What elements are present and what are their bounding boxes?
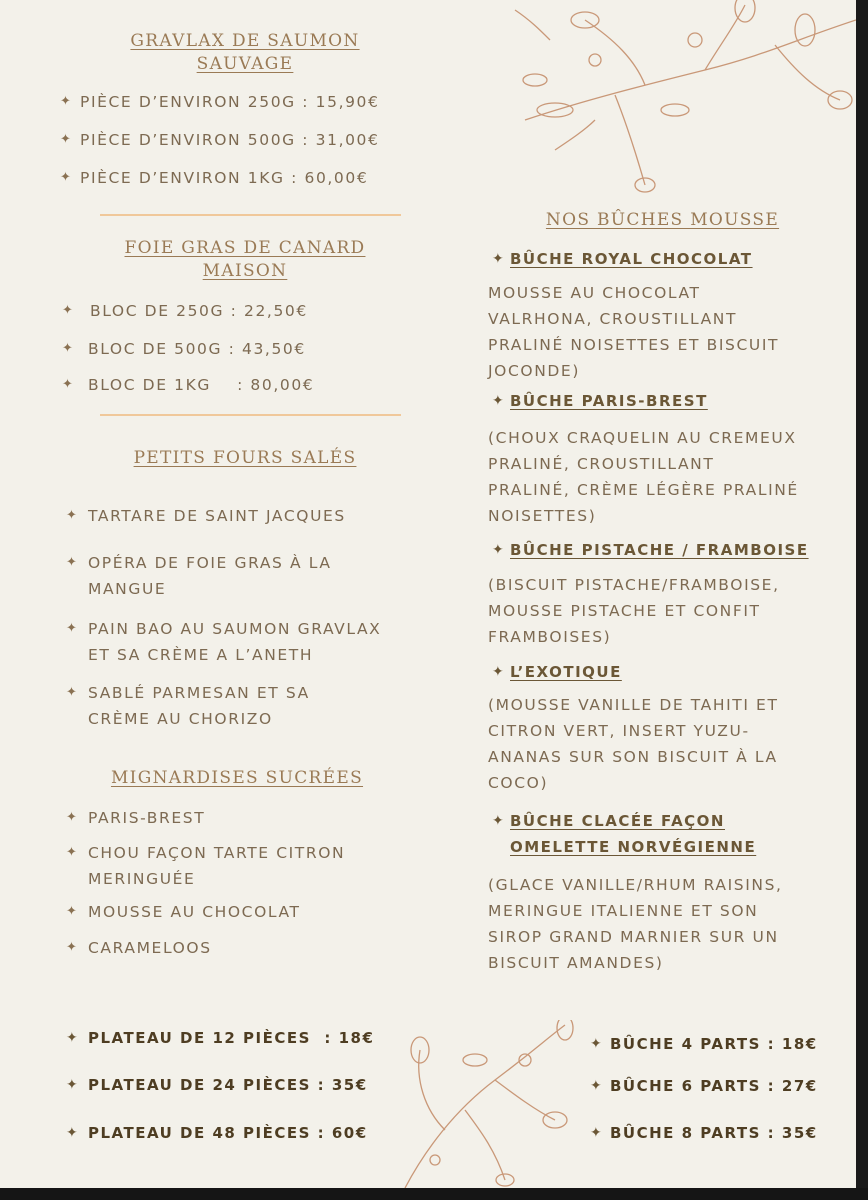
plateau-price: PLATEAU DE 24 PIÈCES : 35€ (88, 1076, 368, 1094)
buche-desc-line: JOCONDE) (488, 362, 580, 380)
buche-name: BÛCHE PISTACHE / FRAMBOISE (510, 541, 809, 559)
page-edge-bottom (0, 1188, 868, 1200)
buche-desc-line: (GLACE VANILLE/RHUM RAISINS, (488, 876, 783, 894)
buche-desc-line: (CHOUX CRAQUELIN AU CREMEUX (488, 429, 797, 447)
separator (100, 414, 401, 416)
list-item: BLOC DE 500G : 43,50€ (88, 340, 306, 358)
floral-branch-icon (495, 0, 856, 200)
buche-desc-line: MERINGUE ITALIENNE ET SON (488, 902, 759, 920)
list-item: BLOC DE 1KG : 80,00€ (88, 376, 315, 394)
buche-desc-line: ANANAS SUR SON BISCUIT À LA (488, 748, 778, 766)
bullet-icon: ✦ (60, 132, 71, 147)
buche-desc-line: NOISETTES) (488, 507, 597, 525)
buche-desc-line: PRALINÉ NOISETTES ET BISCUIT (488, 336, 780, 354)
bullet-icon: ✦ (66, 904, 77, 919)
list-item: PIÈCE D’ENVIRON 1KG : 60,00€ (80, 169, 369, 187)
page-edge-right (856, 0, 868, 1200)
bullet-icon: ✦ (66, 555, 77, 570)
list-item: PIÈCE D’ENVIRON 500G : 31,00€ (80, 131, 380, 149)
buche-desc-line: VALRHONA, CROUSTILLANT (488, 310, 738, 328)
separator (100, 214, 401, 216)
bullet-icon: ✦ (66, 845, 77, 860)
bullet-icon: ✦ (66, 1125, 78, 1141)
buche-desc-line: PRALINÉ, CRÈME LÉGÈRE PRALINÉ (488, 481, 799, 499)
bullet-icon: ✦ (66, 621, 77, 636)
list-item: CARAMELOOS (88, 939, 212, 957)
buche-name: BÛCHE CLACÉE FAÇON (510, 812, 725, 830)
buche-desc-line: BISCUIT AMANDES) (488, 954, 664, 972)
bullet-icon: ✦ (66, 810, 77, 825)
bullet-icon: ✦ (492, 813, 504, 829)
buche-name-line2: OMELETTE NORVÉGIENNE (510, 838, 757, 856)
buche-name: BÛCHE PARIS-BREST (510, 392, 708, 410)
plateau-price: PLATEAU DE 12 PIÈCES : 18€ (88, 1029, 375, 1047)
buche-size-price: BÛCHE 8 PARTS : 35€ (610, 1124, 818, 1142)
buche-size-price: BÛCHE 4 PARTS : 18€ (610, 1035, 818, 1053)
bullet-icon: ✦ (492, 664, 504, 680)
bullet-icon: ✦ (66, 1077, 78, 1093)
bullet-icon: ✦ (62, 341, 73, 356)
buche-name: BÛCHE ROYAL CHOCOLAT (510, 250, 753, 268)
bullet-icon: ✦ (66, 940, 77, 955)
buche-desc-line: (MOUSSE VANILLE DE TAHITI ET (488, 696, 779, 714)
bullet-icon: ✦ (590, 1078, 602, 1094)
plateau-price: PLATEAU DE 48 PIÈCES : 60€ (88, 1124, 368, 1142)
section-title-mignardises: MIGNARDISES SUCRÉES (110, 768, 364, 788)
bullet-icon: ✦ (590, 1036, 602, 1052)
bullet-icon: ✦ (60, 94, 71, 109)
buche-name: L’EXOTIQUE (510, 663, 622, 681)
buche-desc-line: PRALINÉ, CROUSTILLANT (488, 455, 715, 473)
buche-desc-line: MOUSSE PISTACHE ET CONFIT (488, 602, 761, 620)
list-item: OPÉRA DE FOIE GRAS À LA (88, 554, 332, 572)
floral-branch-icon (385, 1020, 575, 1188)
buche-desc-line: MOUSSE AU CHOCOLAT (488, 284, 701, 302)
list-item: CHOU FAÇON TARTE CITRON (88, 844, 346, 862)
bullet-icon: ✦ (60, 170, 71, 185)
list-item-line2: CRÈME AU CHORIZO (88, 710, 273, 728)
list-item: PAIN BAO AU SAUMON GRAVLAX (88, 620, 382, 638)
section-title-gravlax: GRAVLAX DE SAUMON SAUVAGE (130, 31, 360, 74)
section-title-buches: NOS BÛCHES MOUSSE (545, 210, 780, 230)
bullet-icon: ✦ (66, 1030, 78, 1046)
bullet-icon: ✦ (492, 393, 504, 409)
list-item: BLOC DE 250G : 22,50€ (90, 302, 308, 320)
section-title-foie-gras: FOIE GRAS DE CANARD MAISON (124, 238, 366, 281)
list-item: PIÈCE D’ENVIRON 250G : 15,90€ (80, 93, 380, 111)
bullet-icon: ✦ (66, 685, 77, 700)
buche-desc-line: FRAMBOISES) (488, 628, 612, 646)
list-item-line2: ET SA CRÈME A L’ANETH (88, 646, 314, 664)
list-item-line2: MERINGUÉE (88, 870, 196, 888)
bullet-icon: ✦ (62, 377, 73, 392)
list-item: SABLÉ PARMESAN ET SA (88, 684, 310, 702)
list-item: MOUSSE AU CHOCOLAT (88, 903, 301, 921)
buche-desc-line: SIROP GRAND MARNIER SUR UN (488, 928, 779, 946)
list-item: PARIS-BREST (88, 809, 206, 827)
buche-size-price: BÛCHE 6 PARTS : 27€ (610, 1077, 818, 1095)
bullet-icon: ✦ (66, 508, 77, 523)
buche-desc-line: CITRON VERT, INSERT YUZU- (488, 722, 750, 740)
list-item-line2: MANGUE (88, 580, 167, 598)
bullet-icon: ✦ (62, 303, 73, 318)
bullet-icon: ✦ (590, 1125, 602, 1141)
buche-desc-line: (BISCUIT PISTACHE/FRAMBOISE, (488, 576, 780, 594)
bullet-icon: ✦ (492, 542, 504, 558)
bullet-icon: ✦ (492, 251, 504, 267)
section-title-petits-fours: PETITS FOURS SALÉS (133, 448, 357, 468)
buche-desc-line: COCO) (488, 774, 549, 792)
list-item: TARTARE DE SAINT JACQUES (88, 507, 346, 525)
